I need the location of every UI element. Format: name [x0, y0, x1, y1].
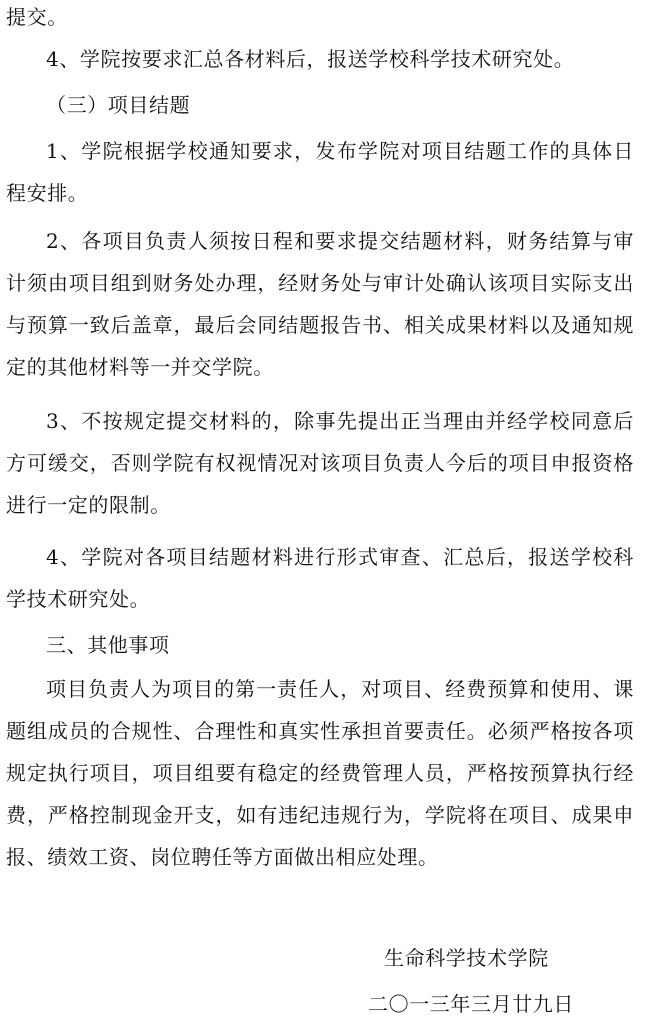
paragraph-closure-item-3: 3、不按规定提交材料的，除事先提出正当理由并经学校同意后方可缓交，否则学院有权视情况对该项目负责人今后的项目申报资格进行一定的限制。: [6, 409, 634, 517]
section-heading-project-closure: （三）项目结题: [46, 93, 191, 117]
paragraph-continuation: 提交。: [6, 5, 68, 29]
paragraph-closure-item-4: 4、学院对各项目结题材料进行形式审查、汇总后，报送学校科学技术研究处。: [6, 545, 634, 611]
paragraph-responsibility: 项目负责人为项目的第一责任人，对项目、经费预算和使用、课题组成员的合规性、合理性和真实性承担首要责任。必须严格按各项规定执行项目，项目组要有稳定的经费管理人员，严格按预算执行经费，严格控制现金开支，如有违纪违规行为，学院将在项目、成果申报、绩效工资、岗位聘任等方面做出相应处理。: [6, 677, 634, 869]
signature-date: 二〇一三年三月廿九日: [368, 992, 574, 1016]
signature-organization: 生命科学技术学院: [384, 946, 549, 970]
paragraph-closure-item-1: 1、学院根据学校通知要求，发布学院对项目结题工作的具体日程安排。: [6, 139, 634, 205]
paragraph-closure-item-2: 2、各项目负责人须按日程和要求提交结题材料，财务结算与审计须由项目组到财务处办理，经财务处与审计处确认该项目实际支出与预算一致后盖章，最后会同结题报告书、相关成果材料以及通知规定的其他材料等一并交学院。: [6, 229, 634, 379]
paragraph-item-4-submit: 4、学院按要求汇总各材料后，报送学校科学技术研究处。: [46, 47, 575, 71]
section-heading-other-matters: 三、其他事项: [46, 633, 170, 657]
